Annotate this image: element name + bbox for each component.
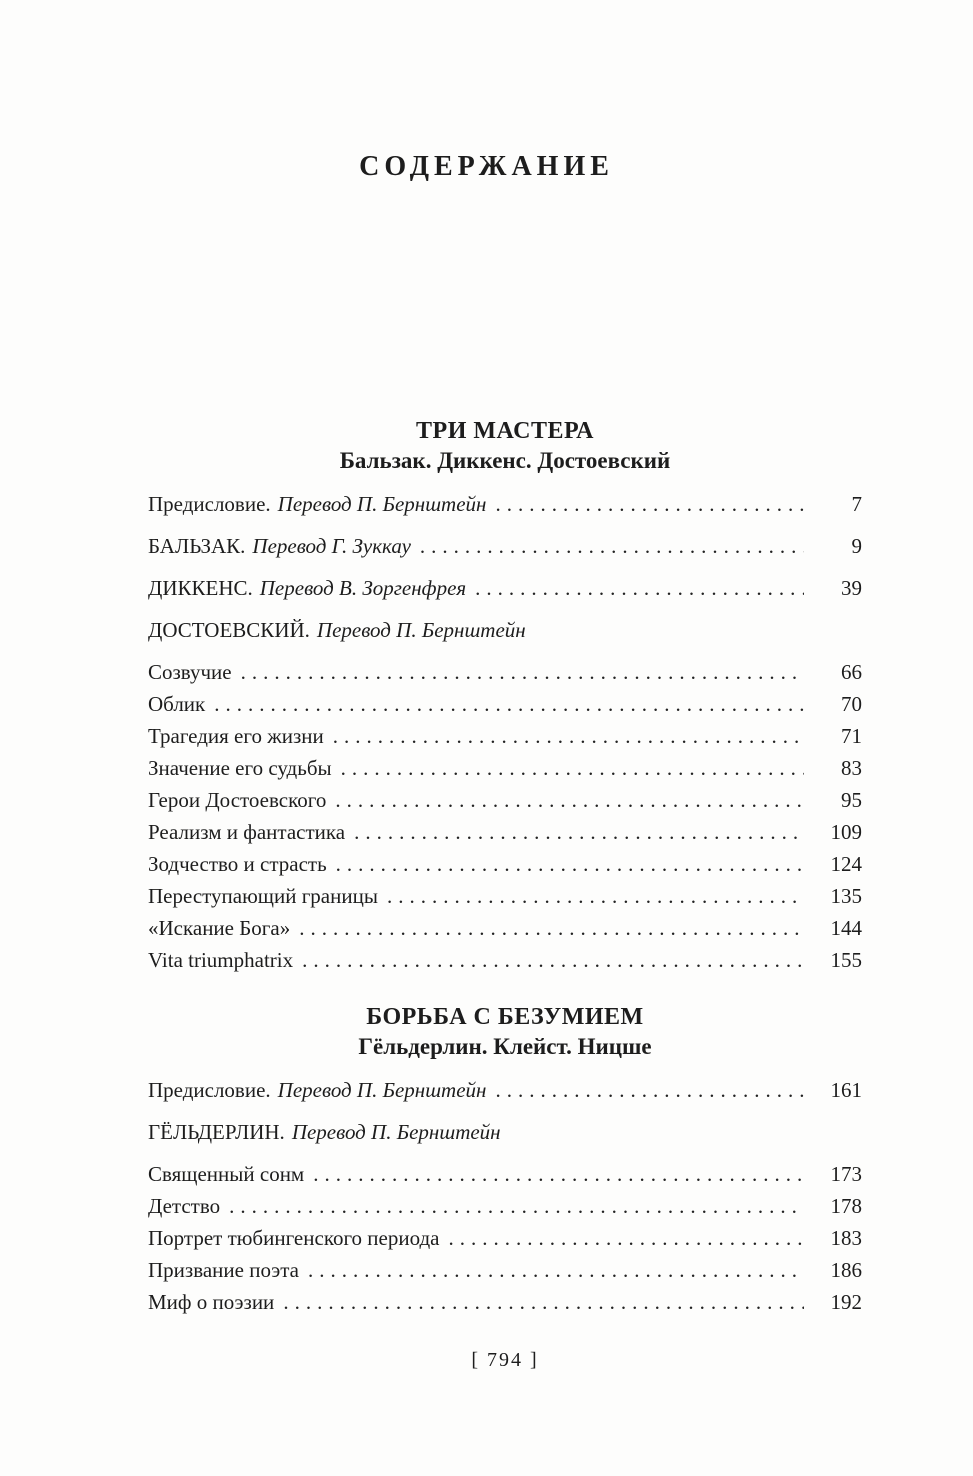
- dot-leader: [214, 688, 804, 720]
- entry-title: [148, 688, 205, 720]
- toc-entry: [148, 1074, 862, 1106]
- entry-title: [148, 752, 332, 784]
- dot-leader: [475, 572, 804, 604]
- dot-leader: [229, 1190, 804, 1222]
- entry-translator: Перевод П. Бернштейн: [277, 1078, 487, 1102]
- entry-page-number: 109: [830, 820, 862, 844]
- entry-translator: Перевод П. Бернштейн: [316, 618, 526, 642]
- entry-page-number: 155: [830, 948, 862, 972]
- entry-page-number: 144: [830, 916, 862, 940]
- section-entries: [148, 488, 862, 976]
- entry-title-text: Призвание поэта: [148, 1258, 299, 1282]
- section-title: ТРИ МАСТЕРА: [416, 418, 594, 444]
- entry-title: [148, 912, 290, 944]
- dot-leader: [495, 488, 804, 520]
- entry-title-text: Предисловие.: [148, 492, 271, 516]
- entry-page-number: 70: [841, 692, 862, 716]
- entry-title-text: Предисловие.: [148, 1078, 271, 1102]
- dot-leader: [449, 1222, 805, 1254]
- entry-title: [148, 880, 378, 912]
- dot-leader: [341, 752, 804, 784]
- entry-title: [148, 1190, 220, 1222]
- dot-leader: [354, 816, 804, 848]
- entry-page-number: 7: [851, 492, 862, 516]
- entry-title-text: БАЛЬЗАК.: [148, 534, 246, 558]
- toc-entry: [148, 720, 862, 752]
- entry-title: [148, 488, 486, 520]
- entry-page-number: 66: [841, 660, 862, 684]
- toc-entry: [148, 530, 862, 562]
- entry-title-text: «Искание Бога»: [148, 916, 291, 940]
- toc-entry: [148, 572, 862, 604]
- entry-title: [148, 848, 327, 880]
- entry-title-text: Значение его судьбы: [148, 756, 332, 780]
- toc-entry: [148, 656, 862, 688]
- toc-entry: [148, 880, 862, 912]
- entry-title: [148, 614, 526, 646]
- dot-leader: [387, 880, 804, 912]
- toc-entry: [148, 816, 862, 848]
- entry-title-text: Миф о поэзии: [148, 1290, 275, 1314]
- entry-title: [148, 1158, 304, 1190]
- toc-entry: [148, 688, 862, 720]
- entry-title-text: Трагедия его жизни: [148, 724, 324, 748]
- entry-title: [148, 1222, 440, 1254]
- entry-page-number: 192: [830, 1290, 862, 1314]
- entry-page-number: 186: [830, 1258, 862, 1282]
- dot-leader: [495, 1074, 804, 1106]
- dot-leader: [420, 530, 804, 562]
- entry-translator: Перевод Г. Зуккау: [252, 534, 411, 558]
- entry-title: [148, 720, 324, 752]
- dot-leader: [283, 1286, 804, 1318]
- toc-section: [148, 1002, 862, 1318]
- entry-title-text: Облик: [148, 692, 206, 716]
- entry-title-text: Священный сонм: [148, 1162, 305, 1186]
- toc-section: [148, 416, 862, 976]
- entry-title-text: Переступающий границы: [148, 884, 378, 908]
- entry-title-text: Портрет тюбингенского периода: [148, 1226, 440, 1250]
- entry-title: [148, 1254, 299, 1286]
- entry-page-number: 39: [841, 576, 862, 600]
- entry-title-text: ДОСТОЕВСКИЙ.: [148, 618, 310, 642]
- entry-title-text: Детство: [148, 1194, 221, 1218]
- entry-title-text: Зодчество и страсть: [148, 852, 327, 876]
- entry-page-number: 71: [841, 724, 862, 748]
- entry-page-number: 135: [830, 884, 862, 908]
- dot-leader: [336, 848, 804, 880]
- entry-page-number: 9: [851, 534, 862, 558]
- toc-entry: [148, 752, 862, 784]
- toc-entry: [148, 784, 862, 816]
- section-subtitle: Гёльдерлин. Клейст. Ницше: [358, 1034, 652, 1059]
- entry-title: [148, 656, 232, 688]
- toc-entry: [148, 848, 862, 880]
- entry-page-number: 183: [830, 1226, 862, 1250]
- toc-entry: [148, 1222, 862, 1254]
- section-subtitle: Бальзак. Диккенс. Достоевский: [339, 448, 671, 473]
- toc-entry: [148, 1190, 862, 1222]
- entry-page-number: 124: [830, 852, 862, 876]
- entry-translator: Перевод В. Зоргенфрея: [259, 576, 467, 600]
- entry-page-number: 161: [830, 1078, 862, 1102]
- toc-entry: [148, 1116, 862, 1148]
- entry-title-text: Реализм и фантастика: [148, 820, 346, 844]
- dot-leader: [302, 944, 804, 976]
- toc-entry: [148, 1254, 862, 1286]
- entry-page-number: 178: [830, 1194, 862, 1218]
- entry-title: [148, 530, 411, 562]
- dot-leader: [313, 1158, 804, 1190]
- section-entries: [148, 1074, 862, 1318]
- toc-entry: [148, 944, 862, 976]
- table-of-contents: [148, 416, 862, 1318]
- entry-title: [148, 1074, 486, 1106]
- toc-entry: [148, 488, 862, 520]
- toc-entry: [148, 1158, 862, 1190]
- entry-title-text: ДИККЕНС.: [148, 576, 253, 600]
- dot-leader: [241, 656, 804, 688]
- entry-title: [148, 816, 345, 848]
- entry-title: [148, 944, 293, 976]
- entry-page-number: 83: [841, 756, 862, 780]
- entry-title: [148, 1286, 274, 1318]
- toc-entry: [148, 1286, 862, 1318]
- entry-title-text: Герои Достоевского: [148, 788, 327, 812]
- entry-title: [148, 572, 466, 604]
- entry-title: [148, 1116, 501, 1148]
- entry-translator: Перевод П. Бернштейн: [277, 492, 487, 516]
- page-number-folio: [ 794 ]: [471, 1349, 539, 1371]
- entry-translator: Перевод П. Бернштейн: [291, 1120, 501, 1144]
- dot-leader: [335, 784, 804, 816]
- toc-entry: [148, 614, 862, 646]
- entry-title: [148, 784, 326, 816]
- entry-title-text: Созвучие: [148, 660, 232, 684]
- toc-entry: [148, 912, 862, 944]
- dot-leader: [333, 720, 804, 752]
- page-title: СОДЕРЖАНИЕ: [359, 151, 614, 182]
- dot-leader: [299, 912, 804, 944]
- entry-title-text: Vita triumphatrix: [148, 948, 294, 972]
- entry-page-number: 95: [841, 788, 862, 812]
- dot-leader: [308, 1254, 804, 1286]
- entry-title-text: ГЁЛЬДЕРЛИН.: [148, 1120, 285, 1144]
- entry-page-number: 173: [830, 1162, 862, 1186]
- section-title: БОРЬБА С БЕЗУМИЕМ: [366, 1004, 644, 1030]
